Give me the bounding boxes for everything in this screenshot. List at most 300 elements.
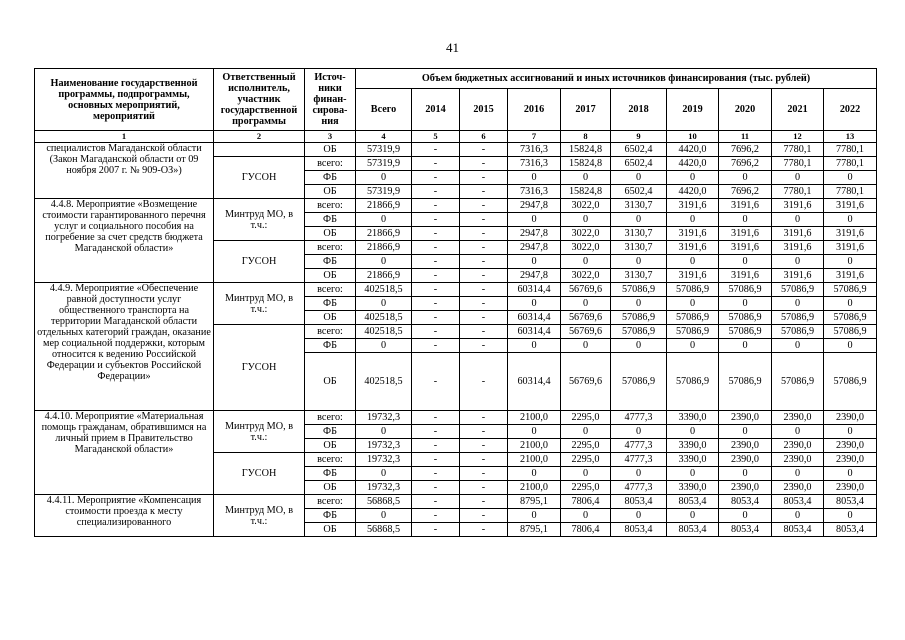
- amount-cell: 21866,9: [356, 241, 412, 255]
- funding-source: ОБ: [305, 523, 356, 537]
- amount-cell: -: [412, 311, 460, 325]
- amount-cell: 2390,0: [824, 411, 877, 425]
- executor: ГУСОН: [214, 157, 305, 199]
- amount-cell: 0: [772, 255, 824, 269]
- amount-cell: 0: [561, 339, 611, 353]
- amount-cell: 56769,6: [561, 311, 611, 325]
- funding-source: ФБ: [305, 213, 356, 227]
- amount-cell: -: [412, 227, 460, 241]
- amount-cell: 7780,1: [824, 157, 877, 171]
- amount-cell: -: [460, 495, 508, 509]
- executor: Минтруд МО, в т.ч.:: [214, 283, 305, 325]
- header-year: Всего: [356, 89, 412, 131]
- amount-cell: 57086,9: [824, 325, 877, 339]
- funding-source: ОБ: [305, 227, 356, 241]
- amount-cell: 7780,1: [772, 157, 824, 171]
- amount-cell: 0: [508, 297, 561, 311]
- amount-cell: 57086,9: [772, 325, 824, 339]
- page-number: 41: [446, 40, 459, 55]
- amount-cell: -: [460, 269, 508, 283]
- amount-cell: -: [460, 509, 508, 523]
- amount-cell: 57086,9: [824, 353, 877, 411]
- amount-cell: -: [412, 283, 460, 297]
- amount-cell: 0: [667, 509, 719, 523]
- amount-cell: -: [460, 311, 508, 325]
- amount-cell: 0: [824, 509, 877, 523]
- amount-cell: 7806,4: [561, 495, 611, 509]
- amount-cell: 60314,4: [508, 311, 561, 325]
- amount-cell: 0: [508, 255, 561, 269]
- amount-cell: 57086,9: [611, 311, 667, 325]
- column-number: 9: [611, 131, 667, 143]
- amount-cell: 0: [611, 425, 667, 439]
- funding-source: всего:: [305, 241, 356, 255]
- funding-source: всего:: [305, 453, 356, 467]
- amount-cell: 57319,9: [356, 157, 412, 171]
- amount-cell: 7316,3: [508, 185, 561, 199]
- amount-cell: -: [460, 283, 508, 297]
- amount-cell: 7696,2: [719, 157, 772, 171]
- amount-cell: 0: [824, 425, 877, 439]
- amount-cell: -: [412, 509, 460, 523]
- header-volume: Объем бюджетных ассигнований и иных источников финансирования (тыс. рублей): [356, 69, 877, 89]
- amount-cell: 2390,0: [719, 481, 772, 495]
- amount-cell: 2947,8: [508, 269, 561, 283]
- amount-cell: 21866,9: [356, 227, 412, 241]
- activity-name: 4.4.8. Мероприятие «Возмещение стоимости гарантированного перечня услуг и социального пособия на погребение за счет средств бюджета Магаданской области»: [35, 199, 214, 283]
- amount-cell: 3191,6: [667, 269, 719, 283]
- amount-cell: 0: [356, 425, 412, 439]
- funding-source: ОБ: [305, 439, 356, 453]
- amount-cell: 21866,9: [356, 199, 412, 213]
- amount-cell: 0: [356, 297, 412, 311]
- amount-cell: 4777,3: [611, 411, 667, 425]
- amount-cell: 8053,4: [719, 523, 772, 537]
- amount-cell: -: [460, 227, 508, 241]
- amount-cell: 0: [719, 255, 772, 269]
- amount-cell: -: [460, 353, 508, 411]
- amount-cell: 7316,3: [508, 157, 561, 171]
- activity-name: 4.4.10. Мероприятие «Материальная помощь гражданам, обратившимся на личный прием в Правительство Магаданской области»: [35, 411, 214, 495]
- amount-cell: 0: [719, 339, 772, 353]
- amount-cell: 56769,6: [561, 353, 611, 411]
- amount-cell: 2947,8: [508, 241, 561, 255]
- amount-cell: 3130,7: [611, 241, 667, 255]
- amount-cell: 57319,9: [356, 143, 412, 157]
- amount-cell: -: [412, 439, 460, 453]
- amount-cell: 2390,0: [824, 481, 877, 495]
- amount-cell: 8795,1: [508, 523, 561, 537]
- amount-cell: 0: [561, 425, 611, 439]
- amount-cell: 0: [508, 339, 561, 353]
- amount-cell: 60314,4: [508, 283, 561, 297]
- amount-cell: -: [460, 467, 508, 481]
- amount-cell: 57086,9: [772, 311, 824, 325]
- amount-cell: 0: [667, 255, 719, 269]
- amount-cell: 57086,9: [772, 283, 824, 297]
- amount-cell: 7806,4: [561, 523, 611, 537]
- column-number: 11: [719, 131, 772, 143]
- amount-cell: 3022,0: [561, 241, 611, 255]
- amount-cell: 19732,3: [356, 439, 412, 453]
- column-number: 3: [305, 131, 356, 143]
- amount-cell: 4420,0: [667, 157, 719, 171]
- amount-cell: 57086,9: [719, 353, 772, 411]
- amount-cell: -: [412, 297, 460, 311]
- amount-cell: 7316,3: [508, 143, 561, 157]
- amount-cell: 0: [667, 171, 719, 185]
- budget-table: [34, 68, 877, 537]
- amount-cell: 402518,5: [356, 311, 412, 325]
- amount-cell: -: [412, 353, 460, 411]
- amount-cell: 0: [824, 171, 877, 185]
- amount-cell: 0: [772, 339, 824, 353]
- amount-cell: 4777,3: [611, 453, 667, 467]
- amount-cell: 8053,4: [667, 495, 719, 509]
- header-year: 2016: [508, 89, 561, 131]
- amount-cell: 3390,0: [667, 411, 719, 425]
- amount-cell: -: [460, 297, 508, 311]
- header-year: 2014: [412, 89, 460, 131]
- amount-cell: -: [412, 453, 460, 467]
- amount-cell: 2390,0: [719, 453, 772, 467]
- amount-cell: -: [460, 185, 508, 199]
- amount-cell: 0: [508, 467, 561, 481]
- amount-cell: 0: [719, 425, 772, 439]
- amount-cell: -: [460, 241, 508, 255]
- amount-cell: -: [412, 241, 460, 255]
- amount-cell: 0: [356, 213, 412, 227]
- amount-cell: 60314,4: [508, 353, 561, 411]
- amount-cell: 0: [356, 509, 412, 523]
- funding-source: всего:: [305, 199, 356, 213]
- amount-cell: -: [460, 143, 508, 157]
- amount-cell: 57086,9: [719, 311, 772, 325]
- amount-cell: 0: [772, 467, 824, 481]
- amount-cell: 3390,0: [667, 481, 719, 495]
- amount-cell: 0: [356, 255, 412, 269]
- amount-cell: -: [412, 325, 460, 339]
- amount-cell: 0: [667, 339, 719, 353]
- amount-cell: 0: [611, 509, 667, 523]
- amount-cell: 2390,0: [772, 481, 824, 495]
- funding-source: ФБ: [305, 467, 356, 481]
- amount-cell: 0: [611, 339, 667, 353]
- amount-cell: 7780,1: [824, 185, 877, 199]
- activity-name: специалистов Магаданской области (Закон Магаданской области от 09 ноября 2007 г. № 909-ОЗ»): [35, 143, 214, 199]
- amount-cell: 56868,5: [356, 495, 412, 509]
- amount-cell: -: [460, 411, 508, 425]
- executor: Минтруд МО, в т.ч.:: [214, 411, 305, 453]
- funding-source: всего:: [305, 325, 356, 339]
- activity-name: 4.4.11. Мероприятие «Компенсация стоимости проезда к месту специализированного: [35, 495, 214, 537]
- amount-cell: 4420,0: [667, 185, 719, 199]
- activity-name: 4.4.9. Мероприятие «Обеспечение равной доступности услуг общественного транспорта на территории Магаданской области отдельных категорий граждан, оказание мер социальной поддержки, которым относится к ведению Российской Федерации и субъектов Российской Федерации»: [35, 283, 214, 411]
- amount-cell: -: [460, 523, 508, 537]
- amount-cell: 0: [508, 509, 561, 523]
- amount-cell: 0: [667, 297, 719, 311]
- amount-cell: -: [412, 269, 460, 283]
- column-number: 12: [772, 131, 824, 143]
- amount-cell: -: [412, 411, 460, 425]
- amount-cell: 2100,0: [508, 481, 561, 495]
- amount-cell: 57086,9: [667, 311, 719, 325]
- amount-cell: 57086,9: [719, 283, 772, 297]
- amount-cell: 6502,4: [611, 143, 667, 157]
- amount-cell: 0: [667, 467, 719, 481]
- amount-cell: 8053,4: [611, 523, 667, 537]
- amount-cell: 0: [824, 213, 877, 227]
- amount-cell: 57086,9: [667, 283, 719, 297]
- amount-cell: -: [460, 213, 508, 227]
- amount-cell: 0: [719, 171, 772, 185]
- header-year: 2021: [772, 89, 824, 131]
- amount-cell: 2100,0: [508, 411, 561, 425]
- amount-cell: 0: [561, 467, 611, 481]
- amount-cell: -: [460, 439, 508, 453]
- amount-cell: 3191,6: [772, 241, 824, 255]
- amount-cell: 21866,9: [356, 269, 412, 283]
- header-executor: Ответственный исполнитель, участник государственной программы: [214, 69, 305, 131]
- amount-cell: 3191,6: [719, 269, 772, 283]
- amount-cell: 2390,0: [772, 453, 824, 467]
- amount-cell: 0: [561, 297, 611, 311]
- amount-cell: 0: [719, 213, 772, 227]
- funding-source: ОБ: [305, 481, 356, 495]
- amount-cell: 57086,9: [667, 325, 719, 339]
- executor: ГУСОН: [214, 453, 305, 495]
- amount-cell: 3191,6: [772, 199, 824, 213]
- amount-cell: 3191,6: [824, 199, 877, 213]
- amount-cell: 2390,0: [719, 439, 772, 453]
- amount-cell: 56769,6: [561, 283, 611, 297]
- amount-cell: 3130,7: [611, 227, 667, 241]
- amount-cell: -: [460, 425, 508, 439]
- amount-cell: 2947,8: [508, 227, 561, 241]
- funding-source: ФБ: [305, 297, 356, 311]
- amount-cell: -: [412, 467, 460, 481]
- amount-cell: 0: [667, 425, 719, 439]
- executor: Минтруд МО, в т.ч.:: [214, 199, 305, 241]
- amount-cell: 2295,0: [561, 411, 611, 425]
- header-year: 2018: [611, 89, 667, 131]
- header-source: Источ-ники финан-сирова-ния: [305, 69, 356, 131]
- amount-cell: 0: [611, 297, 667, 311]
- amount-cell: 3191,6: [667, 227, 719, 241]
- amount-cell: 7696,2: [719, 185, 772, 199]
- amount-cell: 0: [508, 425, 561, 439]
- table-row: [35, 143, 877, 157]
- amount-cell: 0: [561, 213, 611, 227]
- amount-cell: -: [412, 213, 460, 227]
- amount-cell: 3191,6: [824, 227, 877, 241]
- funding-source: ФБ: [305, 171, 356, 185]
- column-number: 10: [667, 131, 719, 143]
- amount-cell: 2390,0: [772, 439, 824, 453]
- header-name: Наименование государственной программы, подпрограммы, основных мероприятий, мероприятий: [35, 69, 214, 131]
- table-row: [35, 495, 877, 509]
- amount-cell: 8053,4: [719, 495, 772, 509]
- amount-cell: 56769,6: [561, 325, 611, 339]
- funding-source: всего:: [305, 411, 356, 425]
- amount-cell: 8053,4: [667, 523, 719, 537]
- amount-cell: 56868,5: [356, 523, 412, 537]
- header-year: 2022: [824, 89, 877, 131]
- amount-cell: 57086,9: [611, 283, 667, 297]
- amount-cell: 0: [611, 255, 667, 269]
- amount-cell: -: [412, 495, 460, 509]
- funding-source: всего:: [305, 283, 356, 297]
- amount-cell: -: [460, 199, 508, 213]
- amount-cell: 8053,4: [772, 523, 824, 537]
- amount-cell: 3191,6: [772, 269, 824, 283]
- amount-cell: 57319,9: [356, 185, 412, 199]
- column-number: 13: [824, 131, 877, 143]
- amount-cell: 0: [772, 171, 824, 185]
- amount-cell: 3191,6: [667, 199, 719, 213]
- amount-cell: -: [412, 339, 460, 353]
- amount-cell: -: [460, 481, 508, 495]
- amount-cell: 57086,9: [611, 353, 667, 411]
- amount-cell: 19732,3: [356, 481, 412, 495]
- amount-cell: 0: [772, 297, 824, 311]
- amount-cell: 0: [508, 171, 561, 185]
- header-year: 2015: [460, 89, 508, 131]
- amount-cell: 8053,4: [611, 495, 667, 509]
- amount-cell: 2390,0: [824, 439, 877, 453]
- funding-source: всего:: [305, 157, 356, 171]
- amount-cell: -: [412, 255, 460, 269]
- amount-cell: 0: [561, 509, 611, 523]
- amount-cell: 7780,1: [772, 143, 824, 157]
- amount-cell: 2295,0: [561, 439, 611, 453]
- amount-cell: 19732,3: [356, 411, 412, 425]
- amount-cell: -: [412, 185, 460, 199]
- header-year: 2019: [667, 89, 719, 131]
- amount-cell: 3191,6: [719, 199, 772, 213]
- amount-cell: -: [460, 339, 508, 353]
- amount-cell: 0: [719, 297, 772, 311]
- amount-cell: 4777,3: [611, 439, 667, 453]
- amount-cell: 0: [719, 509, 772, 523]
- amount-cell: 0: [772, 213, 824, 227]
- amount-cell: 0: [561, 171, 611, 185]
- amount-cell: 0: [356, 171, 412, 185]
- amount-cell: -: [460, 157, 508, 171]
- amount-cell: 3191,6: [719, 227, 772, 241]
- column-number: 7: [508, 131, 561, 143]
- amount-cell: 3130,7: [611, 269, 667, 283]
- amount-cell: 15824,8: [561, 157, 611, 171]
- amount-cell: 7780,1: [772, 185, 824, 199]
- amount-cell: 0: [824, 339, 877, 353]
- amount-cell: 402518,5: [356, 325, 412, 339]
- amount-cell: 8053,4: [824, 495, 877, 509]
- amount-cell: 3191,6: [719, 241, 772, 255]
- amount-cell: 7696,2: [719, 143, 772, 157]
- amount-cell: -: [460, 171, 508, 185]
- table-row: [35, 283, 877, 297]
- amount-cell: 0: [667, 213, 719, 227]
- amount-cell: 2947,8: [508, 199, 561, 213]
- amount-cell: 2295,0: [561, 453, 611, 467]
- amount-cell: 2390,0: [772, 411, 824, 425]
- amount-cell: -: [412, 199, 460, 213]
- amount-cell: -: [412, 523, 460, 537]
- header-year: 2020: [719, 89, 772, 131]
- amount-cell: 0: [611, 171, 667, 185]
- amount-cell: 60314,4: [508, 325, 561, 339]
- amount-cell: 3191,6: [667, 241, 719, 255]
- amount-cell: -: [412, 425, 460, 439]
- amount-cell: 57086,9: [719, 325, 772, 339]
- amount-cell: 0: [772, 425, 824, 439]
- executor: [214, 143, 305, 157]
- amount-cell: -: [460, 325, 508, 339]
- amount-cell: 2390,0: [719, 411, 772, 425]
- amount-cell: 402518,5: [356, 283, 412, 297]
- amount-cell: 4777,3: [611, 481, 667, 495]
- amount-cell: 3022,0: [561, 227, 611, 241]
- executor: Минтруд МО, в т.ч.:: [214, 495, 305, 537]
- funding-source: ФБ: [305, 425, 356, 439]
- amount-cell: 15824,8: [561, 185, 611, 199]
- amount-cell: 15824,8: [561, 143, 611, 157]
- funding-source: ОБ: [305, 143, 356, 157]
- amount-cell: -: [412, 171, 460, 185]
- amount-cell: 3390,0: [667, 453, 719, 467]
- amount-cell: 8053,4: [772, 495, 824, 509]
- funding-source: ФБ: [305, 339, 356, 353]
- funding-source: ОБ: [305, 353, 356, 411]
- funding-source: ФБ: [305, 255, 356, 269]
- amount-cell: 0: [561, 255, 611, 269]
- amount-cell: 3191,6: [824, 241, 877, 255]
- executor: ГУСОН: [214, 325, 305, 411]
- amount-cell: -: [460, 453, 508, 467]
- amount-cell: 0: [611, 213, 667, 227]
- amount-cell: 57086,9: [667, 353, 719, 411]
- amount-cell: 0: [356, 467, 412, 481]
- table-row: [35, 199, 877, 213]
- amount-cell: 3022,0: [561, 199, 611, 213]
- amount-cell: 3130,7: [611, 199, 667, 213]
- funding-source: ОБ: [305, 311, 356, 325]
- amount-cell: 0: [824, 297, 877, 311]
- amount-cell: 3022,0: [561, 269, 611, 283]
- funding-source: ФБ: [305, 509, 356, 523]
- amount-cell: 402518,5: [356, 353, 412, 411]
- column-number: 4: [356, 131, 412, 143]
- amount-cell: 0: [611, 467, 667, 481]
- amount-cell: 6502,4: [611, 185, 667, 199]
- amount-cell: 8795,1: [508, 495, 561, 509]
- amount-cell: 0: [719, 467, 772, 481]
- amount-cell: 19732,3: [356, 453, 412, 467]
- funding-source: ОБ: [305, 185, 356, 199]
- table-row: [35, 411, 877, 425]
- amount-cell: 2295,0: [561, 481, 611, 495]
- amount-cell: 57086,9: [824, 283, 877, 297]
- amount-cell: -: [412, 143, 460, 157]
- amount-cell: 57086,9: [772, 353, 824, 411]
- amount-cell: 8053,4: [824, 523, 877, 537]
- funding-source: всего:: [305, 495, 356, 509]
- amount-cell: 57086,9: [611, 325, 667, 339]
- column-number: 6: [460, 131, 508, 143]
- column-number: 2: [214, 131, 305, 143]
- amount-cell: 0: [772, 509, 824, 523]
